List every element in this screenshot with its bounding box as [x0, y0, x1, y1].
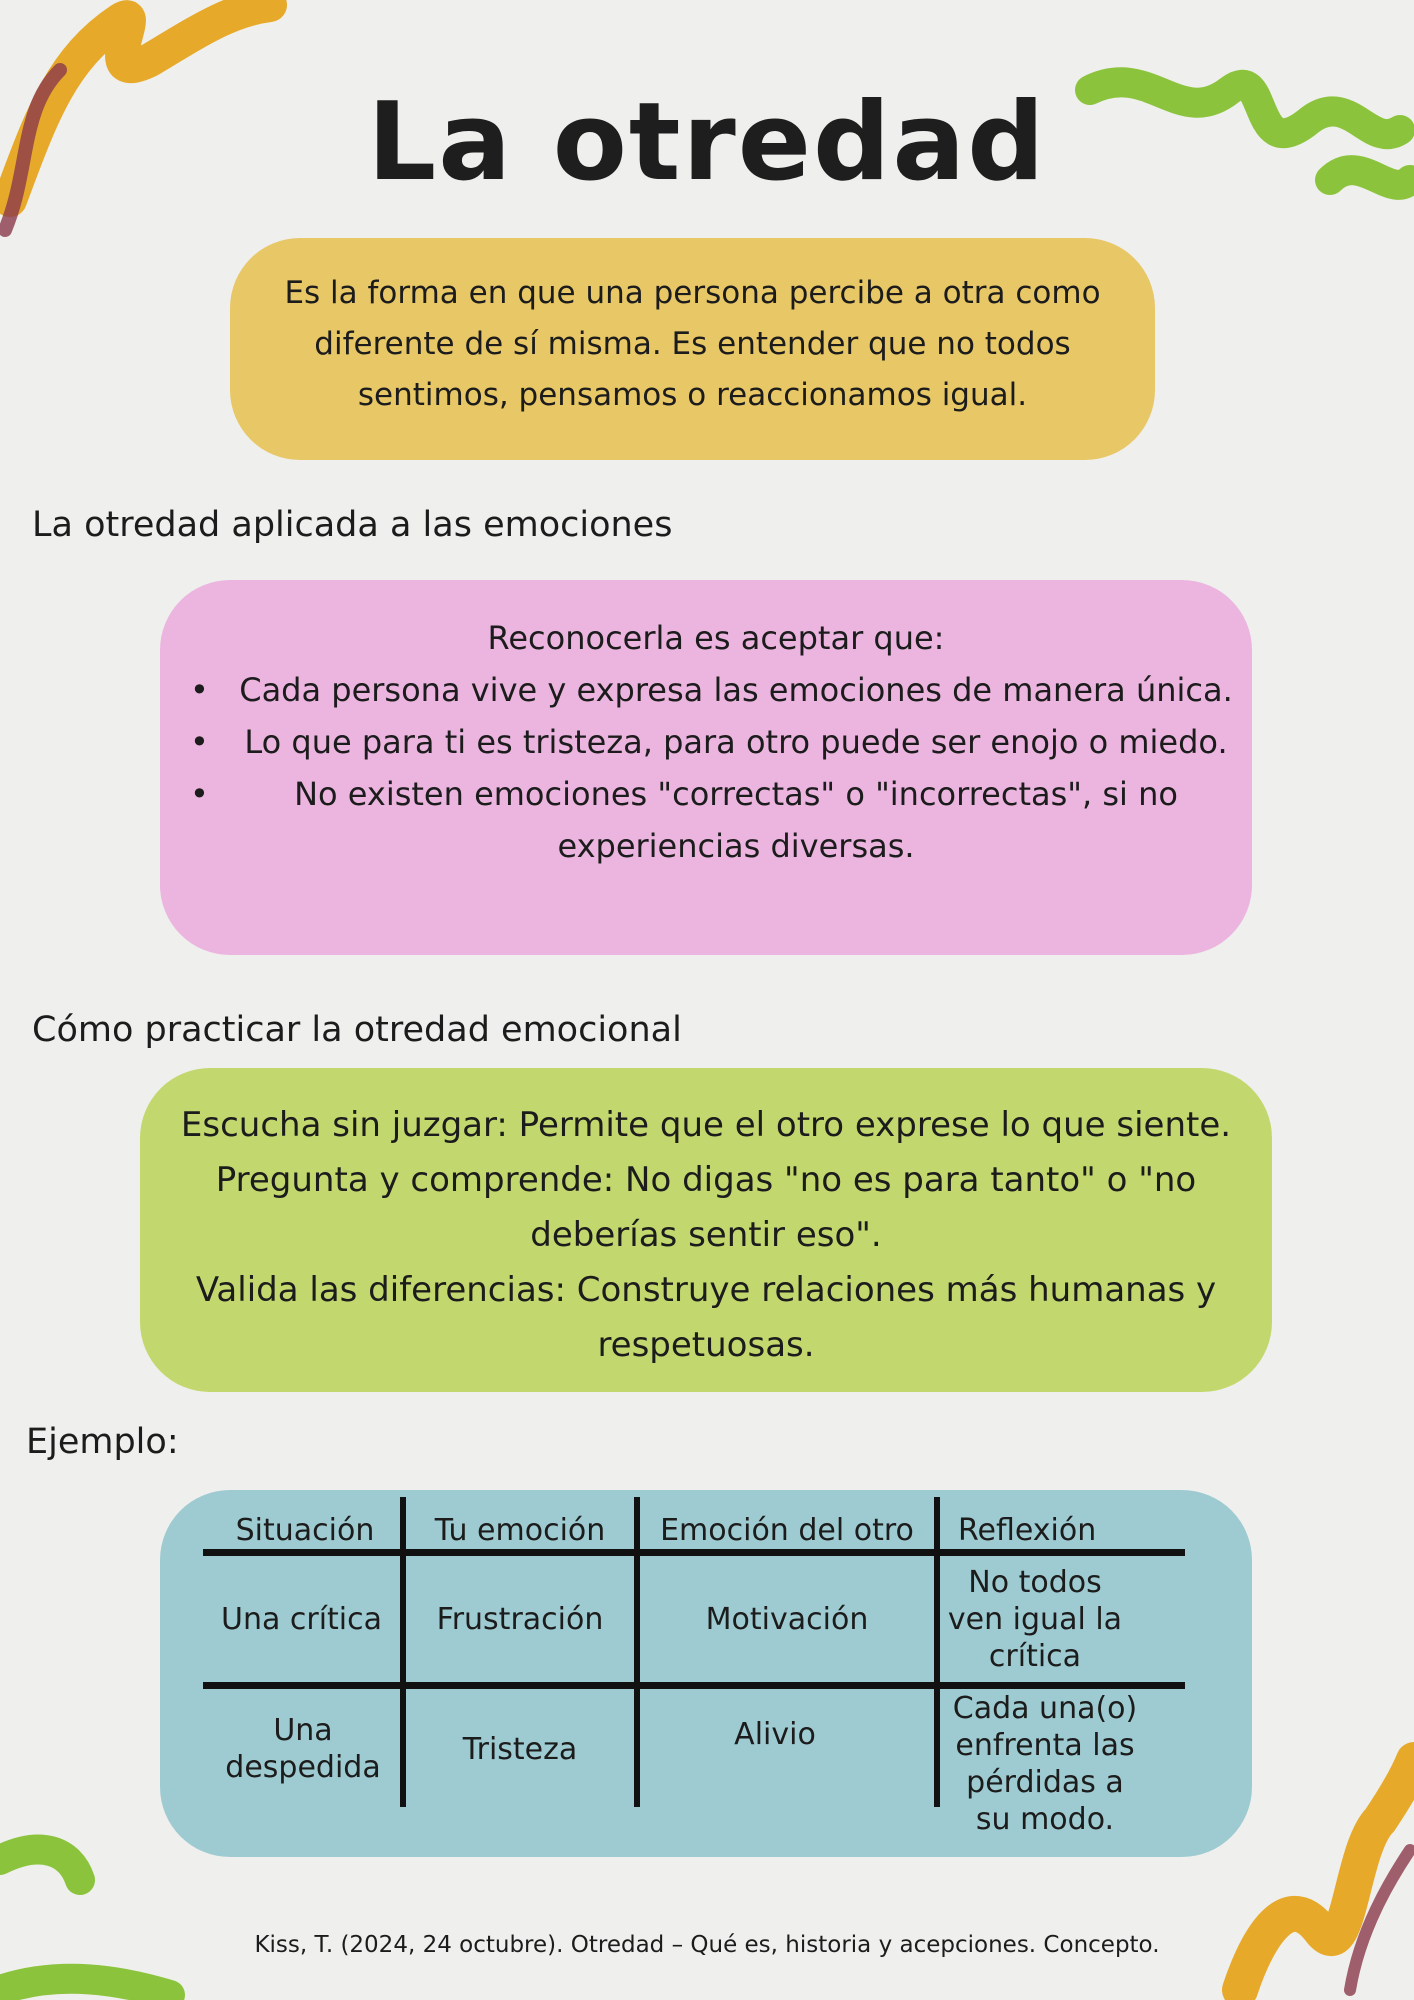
definition-text: Es la forma en que una persona percibe a otra como diferente de sí misma. Es entender que no todos sentimos, pensamos o reaccionamos igual. — [284, 275, 1101, 413]
page-title: La otredad — [367, 80, 1047, 205]
table-divider — [203, 1549, 1185, 1556]
table-cell: Cada una(o) enfrenta las pérdidas a su modo. — [952, 1691, 1138, 1837]
scribble-bottom-left-decoration — [0, 1820, 200, 2000]
practice-item: Valida las diferencias: Construye relaciones más humanas y respetuosas. — [195, 1270, 1217, 1365]
table-divider — [203, 1682, 1185, 1689]
citation: Kiss, T. (2024, 24 octubre). Otredad – Qué es, historia y acepciones. Concepto. — [254, 1932, 1160, 1958]
table-cell: Una crítica — [220, 1601, 383, 1637]
practice-box — [140, 1068, 1272, 1392]
table-header: Reflexión — [958, 1512, 1097, 1548]
emotions-heading: La otredad aplicada a las emociones — [32, 505, 673, 545]
example-heading: Ejemplo: — [26, 1422, 179, 1462]
list-item: • Cada persona vive y expresa las emociones de manera única. — [190, 664, 1242, 716]
table-cell: Alivio — [734, 1716, 816, 1752]
table-header: Emoción del otro — [660, 1512, 914, 1548]
table-cell: Frustración — [436, 1601, 604, 1637]
emotions-box — [160, 580, 1252, 955]
definition-box — [230, 238, 1155, 460]
table-header: Tu emoción — [434, 1512, 606, 1548]
list-item: • No existen emociones "correctas" o "incorrectas", si no experiencias diversas. — [190, 768, 1242, 872]
practice-heading: Cómo practicar la otredad emocional — [32, 1010, 682, 1050]
list-item: • Lo que para ti es tristeza, para otro puede ser enojo o miedo. — [190, 716, 1242, 768]
practice-item: Escucha sin juzgar: Permite que el otro exprese lo que siente. — [180, 1105, 1232, 1145]
table-cell: Motivación — [705, 1601, 869, 1637]
practice-item: Pregunta y comprende: No digas "no es para tanto" o "no deberías sentir eso". — [215, 1160, 1197, 1255]
emotions-intro: Reconocerla es aceptar que: — [487, 619, 945, 657]
emotions-list — [190, 664, 1242, 872]
table-cell: Una despedida — [225, 1713, 381, 1785]
table-header: Situación — [235, 1512, 375, 1548]
table-cell: Tristeza — [462, 1731, 578, 1767]
table-cell: No todos ven igual la crítica — [947, 1564, 1123, 1674]
